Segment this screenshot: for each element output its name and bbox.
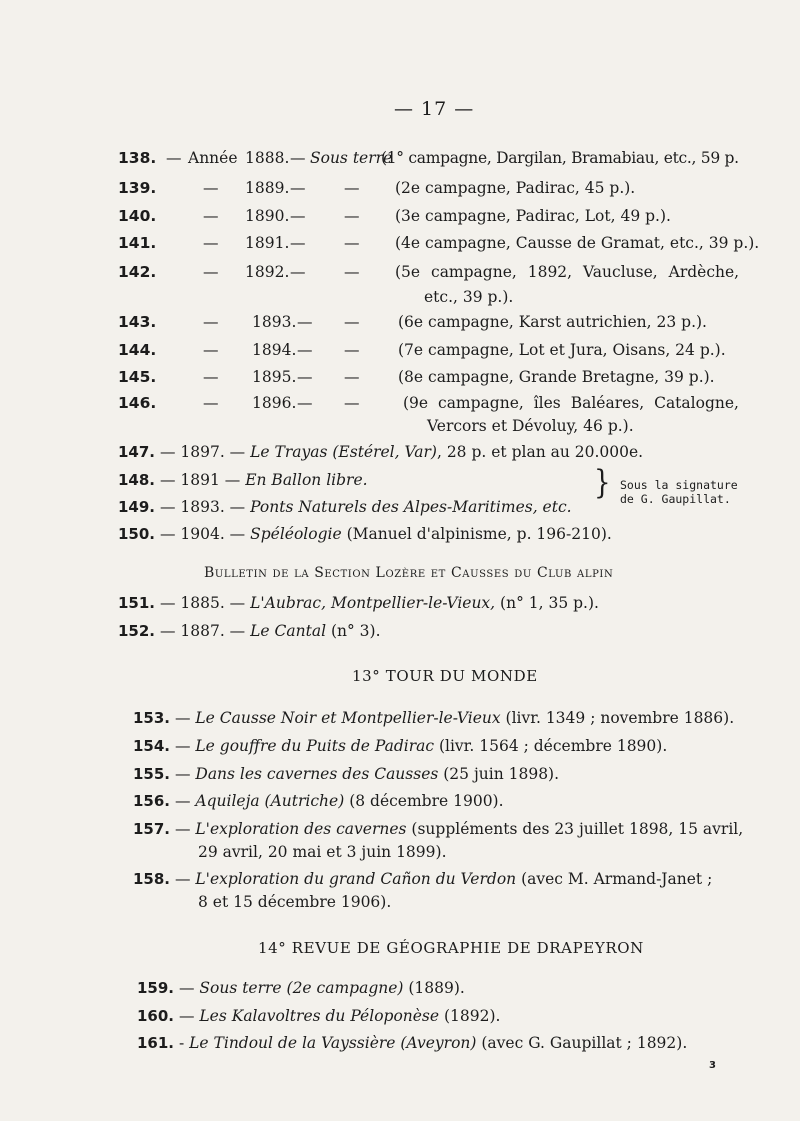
entry-dash: — <box>203 313 219 331</box>
entry-date: — 1891 — <box>159 471 241 489</box>
entry-title: L'exploration des cavernes <box>195 820 407 838</box>
entry-details: (n° 3). <box>326 622 381 640</box>
list-item <box>118 621 381 641</box>
entry-year: 1893. <box>252 313 297 331</box>
entry-year: 1888. <box>245 149 290 167</box>
entry-number: 161. <box>137 1034 175 1052</box>
list-item <box>118 497 572 517</box>
entry-number: 141. <box>118 234 157 252</box>
entry-number: 139. <box>118 179 157 197</box>
list-item <box>118 470 368 490</box>
entry-dash: — <box>166 149 182 167</box>
entry-number: 159. <box>137 979 175 997</box>
entry-details: (suppléments des 23 juillet 1898, 15 avril, <box>406 820 744 838</box>
entry-details: (avec M. Armand-Janet ; <box>516 870 713 888</box>
entry-ditto: — <box>344 394 360 412</box>
entry-details: (livr. 1564 ; décembre 1890). <box>434 737 668 755</box>
entry-date: — 1885. — <box>159 594 246 612</box>
page-number: — 17 — <box>394 98 475 120</box>
entry-number: 138. <box>118 149 157 167</box>
entry-dash: — <box>203 263 219 281</box>
list-item <box>137 1033 687 1053</box>
entry-details: (8 décembre 1900). <box>344 792 504 810</box>
list-item <box>133 819 743 839</box>
entry-description: (4e campagne, Causse de Gramat, etc., 39 p.). <box>395 234 760 252</box>
entry-title-dash: — <box>297 394 313 412</box>
entry-title: Ponts Naturels des Alpes-Maritimes, etc. <box>250 498 572 516</box>
entry-title-dash: — <box>290 207 306 225</box>
entry-title-dash: — <box>297 368 313 386</box>
entry-details: (1889). <box>403 979 465 997</box>
entry-ditto: — <box>344 341 360 359</box>
entry-title: En Ballon libre. <box>245 471 368 489</box>
entry-number: 145. <box>118 368 157 386</box>
list-item <box>118 524 612 544</box>
entry-title-dash: — <box>290 234 306 252</box>
entry-year: 1891. <box>245 234 290 252</box>
entry-ditto: — <box>344 207 360 225</box>
entry-dash: — <box>203 341 219 359</box>
entry-number: 149. <box>118 498 156 516</box>
section-heading: 14° REVUE DE GÉOGRAPHIE DE DRAPEYRON <box>258 939 644 957</box>
entry-number: 148. <box>118 471 156 489</box>
list-item <box>133 708 734 728</box>
entry-title: Aquileja (Autriche) <box>195 792 345 810</box>
entry-title-dash: — <box>290 149 306 167</box>
list-item <box>118 593 599 613</box>
entry-description-continued: Vercors et Dévoluy, 46 p.). <box>427 417 634 435</box>
entry-description: (9e campagne, îles Baléares, Catalogne, <box>403 394 739 412</box>
entry-title: Spéléologie <box>250 525 342 543</box>
entry-title-dash: — <box>290 263 306 281</box>
entry-title-dash: — <box>297 313 313 331</box>
entry-continuation: 8 et 15 décembre 1906). <box>198 893 392 911</box>
entry-dash: — <box>170 820 191 838</box>
entry-dash: — <box>203 234 219 252</box>
entry-ditto: — <box>344 263 360 281</box>
sheet-mark: 3 <box>709 1060 716 1071</box>
section-heading: Bulletin de la Section Lozère et Causses du Club alpin <box>204 565 614 581</box>
entry-details: (Manuel d'alpinisme, p. 196-210). <box>341 525 612 543</box>
entry-year: 1896. <box>252 394 297 412</box>
entry-title-dash: — <box>297 341 313 359</box>
entry-description: (8e campagne, Grande Bretagne, 39 p.). <box>398 368 715 386</box>
entry-date: — 1904. — <box>159 525 246 543</box>
signature-note-line: Sous la signature <box>620 478 738 492</box>
list-item <box>137 1006 500 1026</box>
entry-ditto: — <box>344 313 360 331</box>
entry-year: 1892. <box>245 263 290 281</box>
list-item <box>118 442 643 462</box>
list-item <box>133 791 504 811</box>
entry-description: (7e campagne, Lot et Jura, Oisans, 24 p.). <box>398 341 726 359</box>
entry-description: (5e campagne, 1892, Vaucluse, Ardèche, <box>395 263 740 281</box>
entry-details: (avec G. Gaupillat ; 1892). <box>476 1034 688 1052</box>
entry-dash: — <box>170 765 191 783</box>
entry-title: Sous terre <box>310 149 393 167</box>
entry-dash: — <box>203 368 219 386</box>
entry-description-continued: etc., 39 p.). <box>424 288 514 306</box>
entry-year: 1895. <box>252 368 297 386</box>
entry-title: L'Aubrac, Montpellier-le-Vieux, <box>250 594 496 612</box>
entry-number: 158. <box>133 870 171 888</box>
entry-number: 160. <box>137 1007 175 1025</box>
entry-description: (3e campagne, Padirac, Lot, 49 p.). <box>395 207 671 225</box>
list-item <box>137 978 465 998</box>
entry-title: Les Kalavoltres du Péloponèse <box>199 1007 440 1025</box>
entry-title: L'exploration du grand Cañon du Verdon <box>195 870 517 888</box>
entry-ditto: — <box>344 179 360 197</box>
entry-details: , 28 p. et plan au 20.000e. <box>436 443 644 461</box>
entry-number: 153. <box>133 709 171 727</box>
entry-number: 156. <box>133 792 171 810</box>
entry-dash: — <box>174 1007 195 1025</box>
entry-dash: — <box>170 792 191 810</box>
signature-note <box>620 478 738 506</box>
entry-number: 150. <box>118 525 156 543</box>
section-heading: 13° TOUR DU MONDE <box>352 667 538 685</box>
entry-date: — 1887. — <box>159 622 246 640</box>
entry-dash: — <box>203 207 219 225</box>
entry-dash: — <box>170 870 191 888</box>
entry-number: 146. <box>118 394 157 412</box>
entry-number: 151. <box>118 594 156 612</box>
entry-ditto: — <box>344 368 360 386</box>
entry-continuation: 29 avril, 20 mai et 3 juin 1899). <box>198 843 447 861</box>
entry-dash: — <box>174 979 195 997</box>
entry-title: Le Cantal <box>250 622 327 640</box>
entry-details: (livr. 1349 ; novembre 1886). <box>500 709 735 727</box>
entry-ditto: — <box>344 234 360 252</box>
entry-number: 143. <box>118 313 157 331</box>
signature-note-line: de G. Gaupillat. <box>620 492 731 506</box>
entry-number: 152. <box>118 622 156 640</box>
entry-number: 155. <box>133 765 171 783</box>
entry-year: 1889. <box>245 179 290 197</box>
entry-title: Sous terre (2e campagne) <box>199 979 404 997</box>
entry-description: (6e campagne, Karst autrichien, 23 p.). <box>398 313 707 331</box>
list-item <box>133 736 667 756</box>
brace-glyph: } <box>594 464 611 502</box>
entry-title: Le Causse Noir et Montpellier-le-Vieux <box>195 709 501 727</box>
entry-title: Le Tindoul de la Vayssière (Aveyron) <box>189 1034 477 1052</box>
entry-year: 1894. <box>252 341 297 359</box>
entry-details: (n° 1, 35 p.). <box>495 594 599 612</box>
entry-number: 142. <box>118 263 157 281</box>
entry-date: — 1897. — <box>159 443 246 461</box>
entry-year-prefix: Année <box>188 149 238 167</box>
entry-details: (1892). <box>439 1007 501 1025</box>
entry-number: 154. <box>133 737 171 755</box>
entry-title: Dans les cavernes des Causses <box>195 765 439 783</box>
entry-number: 140. <box>118 207 157 225</box>
entry-title: Le Trayas (Estérel, Var) <box>250 443 437 461</box>
entry-dash: - <box>174 1034 185 1052</box>
entry-year: 1890. <box>245 207 290 225</box>
entry-number: 157. <box>133 820 171 838</box>
entry-dash: — <box>170 709 191 727</box>
entry-number: 144. <box>118 341 157 359</box>
entry-description: (2e campagne, Padirac, 45 p.). <box>395 179 636 197</box>
list-item <box>133 869 712 889</box>
entry-dash: — <box>203 179 219 197</box>
entry-date: — 1893. — <box>159 498 246 516</box>
entry-details: (25 juin 1898). <box>438 765 560 783</box>
entry-number: 147. <box>118 443 156 461</box>
entry-dash: — <box>170 737 191 755</box>
list-item <box>133 764 559 784</box>
entry-title: Le gouffre du Puits de Padirac <box>195 737 435 755</box>
entry-description: (1° campagne, Dargilan, Bramabiau, etc., 59 p. <box>381 149 739 167</box>
entry-dash: — <box>203 394 219 412</box>
entry-title-dash: — <box>290 179 306 197</box>
